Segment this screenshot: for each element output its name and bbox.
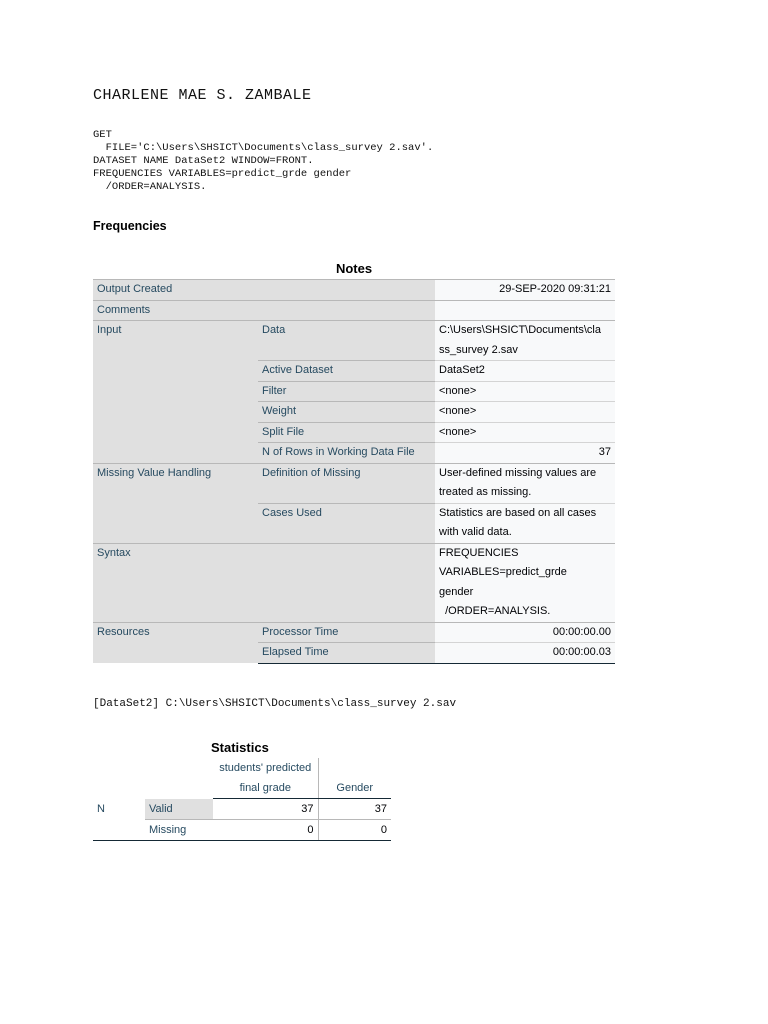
notes-value-active-dataset: DataSet2 bbox=[435, 361, 615, 382]
syntax-line: GET bbox=[93, 129, 112, 141]
notes-value-line: VARIABLES=predict_grde bbox=[439, 566, 567, 578]
statistics-table bbox=[93, 758, 391, 841]
notes-value-n-rows: 37 bbox=[435, 443, 615, 464]
notes-table bbox=[93, 279, 615, 664]
notes-value-line: treated as missing. bbox=[439, 486, 532, 498]
notes-value-line: ss_survey 2.sav bbox=[439, 343, 518, 356]
notes-value-elapsed-time: 00:00:00.03 bbox=[435, 643, 615, 664]
notes-value-definition-missing bbox=[435, 463, 615, 503]
author-name: CHARLENE MAE S. ZAMBALE bbox=[93, 87, 312, 104]
notes-value-data bbox=[435, 321, 615, 361]
frequencies-heading: Frequencies bbox=[93, 219, 167, 233]
notes-label-output-created: Output Created bbox=[93, 280, 435, 301]
syntax-line: /ORDER=ANALYSIS. bbox=[93, 181, 207, 193]
notes-value-line: /ORDER=ANALYSIS. bbox=[439, 605, 551, 617]
stats-header-gender: Gender bbox=[318, 778, 391, 799]
notes-value-syntax bbox=[435, 543, 615, 622]
stats-valid-gender: 37 bbox=[318, 799, 391, 820]
notes-value-line: User-defined missing values are bbox=[439, 466, 597, 479]
notes-label-syntax: Syntax bbox=[93, 543, 435, 622]
notes-value-output-created: 29-SEP-2020 09:31:21 bbox=[435, 280, 615, 301]
notes-sublabel-filter: Filter bbox=[258, 381, 435, 402]
notes-value-line: with valid data. bbox=[439, 526, 512, 538]
stats-valid-predicted-grade: 37 bbox=[213, 799, 318, 820]
notes-sublabel-n-rows: N of Rows in Working Data File bbox=[258, 443, 435, 464]
notes-sublabel-active-dataset: Active Dataset bbox=[258, 361, 435, 382]
dataset-path-line: [DataSet2] C:\Users\SHSICT\Documents\class_survey 2.sav bbox=[93, 698, 457, 710]
syntax-line: FILE='C:\Users\SHSICT\Documents\class_survey 2.sav'. bbox=[93, 142, 434, 154]
notes-value-processor-time: 00:00:00.00 bbox=[435, 622, 615, 643]
stats-row-group-n: N bbox=[93, 799, 145, 841]
stats-missing-gender: 0 bbox=[318, 820, 391, 841]
notes-label-resources: Resources bbox=[93, 622, 258, 663]
stats-header-predicted-grade: students' predicted bbox=[213, 758, 318, 778]
notes-value-filter: <none> bbox=[435, 381, 615, 402]
notes-sublabel-processor-time: Processor Time bbox=[258, 622, 435, 643]
stats-header-predicted-grade-line2: final grade bbox=[213, 778, 318, 799]
notes-label-comments: Comments bbox=[93, 300, 435, 321]
notes-value-cases-used bbox=[435, 503, 615, 543]
notes-value-split-file: <none> bbox=[435, 422, 615, 443]
notes-value-line: FREQUENCIES bbox=[439, 546, 519, 559]
syntax-block bbox=[93, 129, 433, 194]
notes-value-line: gender bbox=[439, 585, 474, 598]
notes-sublabel-weight: Weight bbox=[258, 402, 435, 423]
notes-value-weight: <none> bbox=[435, 402, 615, 423]
stats-row-label-valid: Valid bbox=[145, 799, 213, 820]
notes-sublabel-elapsed-time: Elapsed Time bbox=[258, 643, 435, 664]
notes-label-missing: Missing Value Handling bbox=[93, 463, 258, 543]
notes-value-comments bbox=[435, 300, 615, 321]
notes-title: Notes bbox=[335, 261, 373, 276]
syntax-line: DATASET NAME DataSet2 WINDOW=FRONT. bbox=[93, 155, 314, 167]
syntax-line: FREQUENCIES VARIABLES=predict_grde gender bbox=[93, 168, 352, 180]
notes-sublabel-split-file: Split File bbox=[258, 422, 435, 443]
statistics-title: Statistics bbox=[211, 740, 269, 755]
notes-value-line: C:\Users\SHSICT\Documents\cla bbox=[439, 324, 601, 336]
notes-value-line: Statistics are based on all cases bbox=[439, 506, 597, 519]
notes-sublabel-definition-missing: Definition of Missing bbox=[258, 463, 435, 503]
stats-missing-predicted-grade: 0 bbox=[213, 820, 318, 841]
stats-row-label-missing: Missing bbox=[145, 820, 213, 841]
notes-sublabel-cases-used: Cases Used bbox=[258, 503, 435, 543]
notes-sublabel-data: Data bbox=[258, 321, 435, 361]
notes-label-input: Input bbox=[93, 321, 258, 464]
